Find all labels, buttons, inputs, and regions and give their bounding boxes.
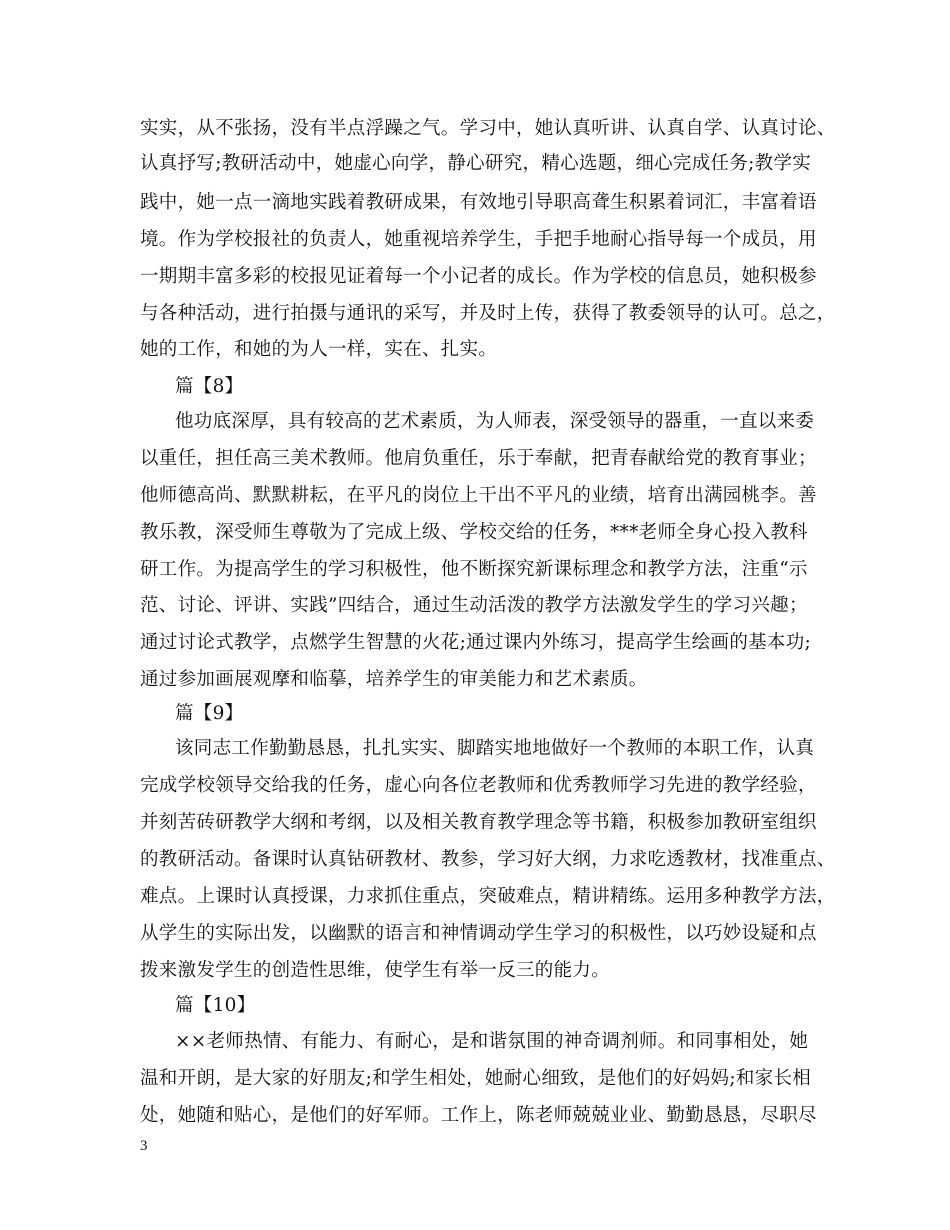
text-line: 认真抒写;教研活动中，她虚心向学，静心研究，精心选题，细心完成任务;教学实: [140, 153, 812, 174]
text-line: 范、讨论、评讲、实践”四结合，通过生动活泼的教学方法激发学生的学习兴趣；: [140, 595, 808, 616]
section-heading: 篇【9】: [175, 703, 244, 724]
text-line: 他功底深厚，具有较高的艺术素质，为人师表，深受领导的器重，一直以来委: [175, 411, 815, 432]
text-line: 以重任，担任高三美术教师。他肩负重任，乐于奉献，把青春献给党的教育事业；: [140, 448, 817, 469]
text-line: 境。作为学校报社的负责人，她重视培养学生，手把手地耐心指导每一个成员，用: [140, 229, 817, 250]
text-line: 她的工作，和她的为人一样，实在、扎实。: [140, 339, 498, 360]
text-line: 实实，从不张扬，没有半点浮躁之气。学习中，她认真听讲、认真自学、认真讨论、: [140, 118, 836, 139]
text-line: 拨来激发学生的创造性思维，使学生有举一反三的能力。: [140, 960, 611, 981]
text-line: ××老师热情、有能力、有耐心，是和谐氛围的神奇调剂师。和同事相处，她: [175, 1031, 809, 1052]
text-line: 该同志工作勤勤恳恳，扎扎实实、脚踏实地地做好一个教师的本职工作，认真: [175, 738, 815, 759]
text-line: 他师德高尚、默默耕耘，在平凡的岗位上干出不平凡的业绩，培育出满园桃李。善: [140, 485, 817, 506]
section-heading: 篇【10】: [175, 995, 256, 1016]
text-line: 教乐教，深受师生尊敬为了完成上级、学校交给的任务，***老师全身心投入教科: [140, 522, 808, 543]
text-line: 通过参加画展观摩和临摹，培养学生的审美能力和艺术素质。: [140, 669, 648, 690]
text-line: 的教研活动。备课时认真钻研教材、教参，学习好大纲，力求吃透教材，找准重点、: [140, 849, 836, 870]
text-line: 与各种活动，进行拍摄与通讯的采写，并及时上传，获得了教委领导的认可。总之，: [140, 303, 836, 324]
section-heading: 篇【8】: [175, 376, 244, 397]
text-line: 完成学校领导交给我的任务，虚心向各位老教师和优秀教师学习先进的教学经验，: [140, 775, 817, 796]
text-line: 难点。上课时认真授课，力求抓住重点，突破难点，精讲精练。运用多种教学方法，: [140, 886, 836, 907]
text-line: 温和开朗，是大家的好朋友;和学生相处，她耐心细致，是他们的好妈妈;和家长相: [140, 1068, 812, 1089]
text-line: 并刻苦砖研教学大纲和考纲，以及相关教育教学理念等书籍，积极参加教研室组织: [140, 812, 817, 833]
text-line: 处，她随和贴心，是他们的好军师。工作上，陈老师兢兢业业、勤勤恳恳，尽职尽: [140, 1105, 817, 1126]
text-line: 一期期丰富多彩的校报见证着每一个小记者的成长。作为学校的信息员，她积极参: [140, 266, 817, 287]
text-line: 通过讨论式教学，点燃学生智慧的火花;通过课内外练习，提高学生绘画的基本功;: [140, 632, 812, 653]
text-line: 从学生的实际出发，以幽默的语言和神情调动学生学习的积极性，以巧妙设疑和点: [140, 923, 817, 944]
text-line: 践中，她一点一滴地实践着教研成果，有效地引导职高聋生积累着词汇，丰富着语: [140, 192, 817, 213]
page-number: 3: [140, 1138, 148, 1154]
text-line: 研工作。为提高学生的学习积极性，他不断探究新课标理念和教学方法，注重“示: [140, 559, 808, 580]
